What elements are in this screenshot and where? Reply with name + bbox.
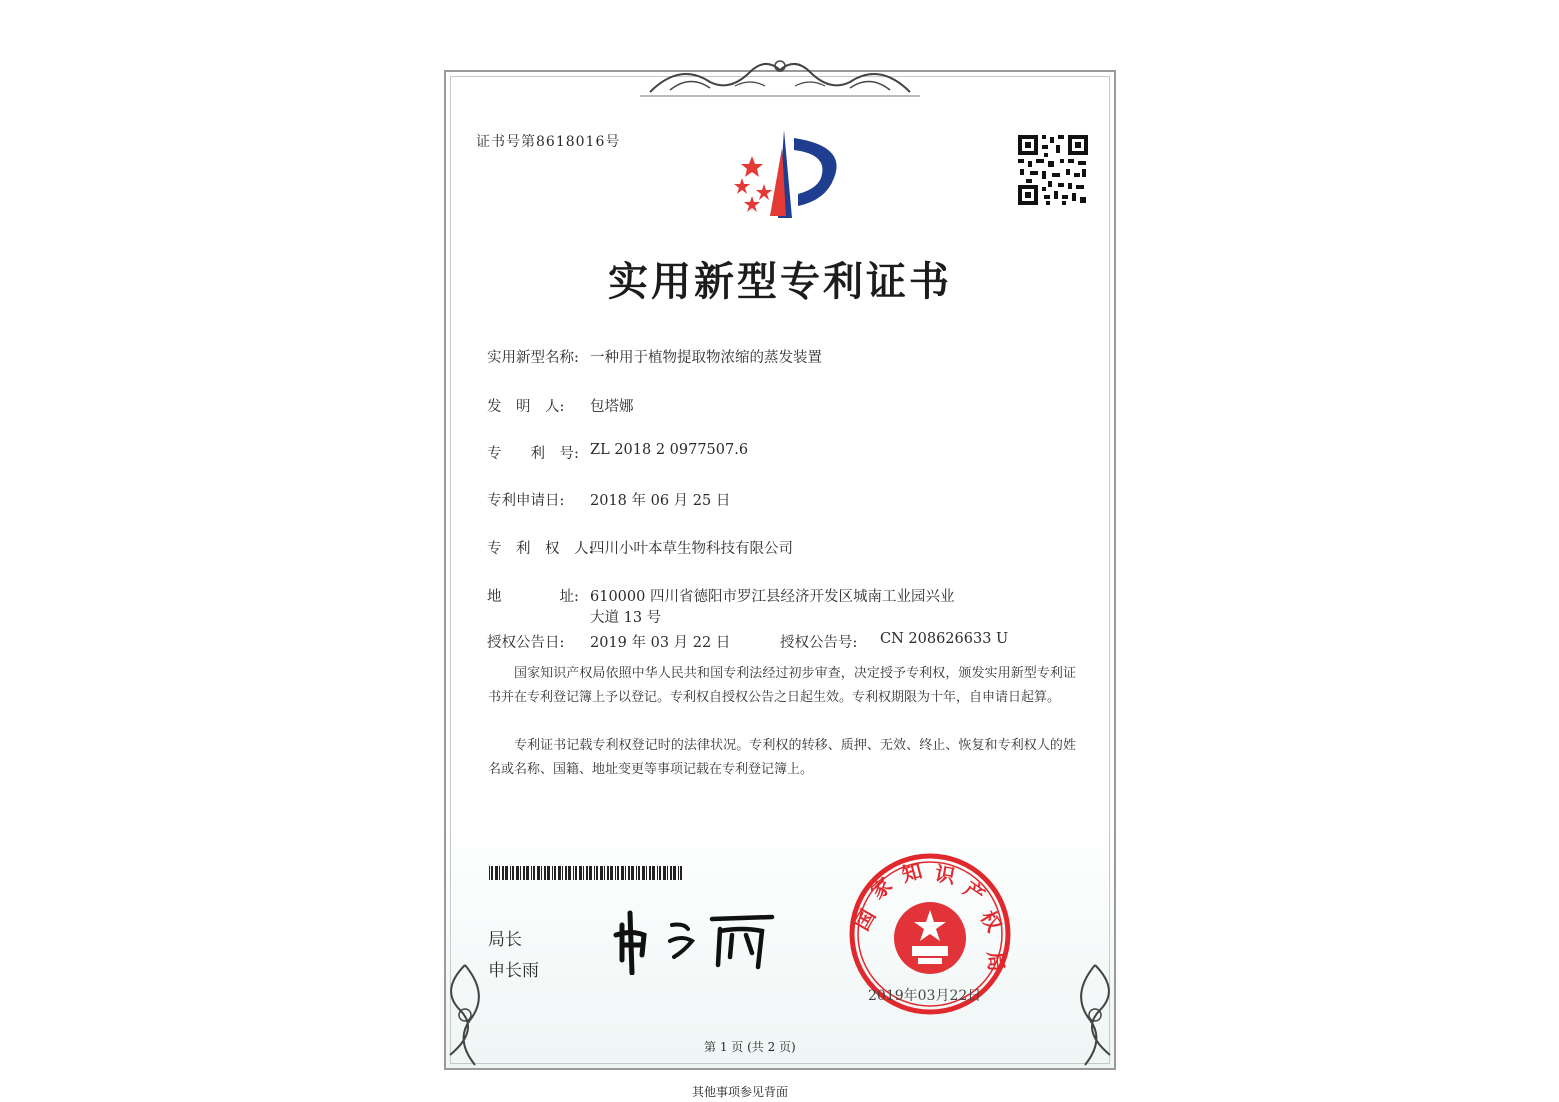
field-label-grant-date: 授权公告日:	[487, 635, 565, 651]
field-value-application-date: 2018 年 06 月 25 日	[590, 493, 731, 509]
patent-office-logo-icon	[722, 128, 852, 223]
top-ornament-icon	[640, 52, 920, 102]
bottom-right-ornament-icon	[1060, 960, 1130, 1070]
svg-text:家: 家	[865, 872, 897, 904]
barcode-bar	[495, 866, 498, 880]
svg-text:局: 局	[983, 950, 1009, 973]
barcode-bar	[652, 866, 655, 880]
barcode-bar	[659, 866, 661, 880]
barcode-bar	[586, 866, 588, 880]
field-label-address: 地 址:	[487, 589, 579, 605]
field-value-grant-number: CN 208626633 U	[880, 631, 1009, 647]
barcode-bar	[673, 866, 676, 880]
qr-code-icon	[1016, 133, 1090, 207]
barcode-bar	[579, 866, 582, 880]
svg-text:国: 国	[849, 905, 881, 935]
barcode-bar	[680, 866, 682, 880]
handwritten-signature-icon	[612, 905, 782, 975]
svg-text:识: 识	[933, 861, 957, 889]
field-label-patentee: 专 利 权 人:	[487, 541, 594, 557]
barcode-bar	[646, 866, 647, 880]
barcode-bar	[568, 866, 571, 880]
signatory-title: 局长	[488, 930, 522, 950]
barcode-bar	[600, 866, 603, 880]
barcode-bar	[678, 866, 679, 880]
svg-text:知: 知	[899, 858, 925, 887]
barcode-bar	[558, 866, 561, 880]
barcode-bar	[526, 866, 529, 880]
certificate-title: 实用新型专利证书	[608, 259, 952, 305]
certificate-number: 证书号第8618016号	[476, 134, 621, 150]
barcode-bar	[523, 866, 525, 880]
barcode-bar	[520, 866, 521, 880]
seal-date: 2019年03月22日	[868, 988, 982, 1004]
barcode-bar	[544, 866, 546, 880]
barcode-bar	[537, 866, 540, 880]
barcode-bar	[670, 866, 672, 880]
barcode-bar	[594, 866, 595, 880]
barcode-bar	[583, 866, 584, 880]
field-label-patent-number: 专 利 号:	[487, 446, 579, 462]
field-value-patent-number: ZL 2018 2 0977507.6	[590, 442, 749, 458]
barcode-bar	[642, 866, 645, 880]
barcode-bar	[631, 866, 634, 880]
footer-note: 其他事项参见背面	[692, 1085, 789, 1099]
barcode-bar	[636, 866, 637, 880]
barcode-bar	[573, 866, 574, 880]
barcode-bar	[615, 866, 616, 880]
barcode-icon	[489, 866, 685, 880]
barcode-bar	[552, 866, 553, 880]
field-value-inventor: 包塔娜	[590, 399, 634, 415]
barcode-bar	[638, 866, 640, 880]
svg-text:权: 权	[975, 906, 1007, 936]
barcode-bar	[499, 866, 500, 880]
barcode-bar	[657, 866, 658, 880]
field-value-grant-date: 2019 年 03 月 22 日	[590, 635, 731, 651]
page-number: 第 1 页 (共 2 页)	[704, 1040, 796, 1054]
barcode-bar	[628, 866, 630, 880]
barcode-bar	[547, 866, 550, 880]
field-label-grant-number: 授权公告号:	[780, 635, 858, 651]
barcode-bar	[604, 866, 605, 880]
field-value-utility-model-name: 一种用于植物提取物浓缩的蒸发装置	[590, 350, 822, 366]
barcode-bar	[649, 866, 651, 880]
barcode-bar	[617, 866, 619, 880]
barcode-bar	[667, 866, 668, 880]
barcode-bar	[541, 866, 542, 880]
svg-text:产: 产	[959, 876, 990, 908]
barcode-bar	[625, 866, 626, 880]
barcode-bar	[516, 866, 519, 880]
barcode-bar	[610, 866, 613, 880]
barcode-bar	[565, 866, 567, 880]
barcode-bar	[491, 866, 493, 880]
signatory-name: 申长雨	[488, 961, 539, 981]
barcode-bar	[562, 866, 563, 880]
legal-status-paragraph: 专利证书记载专利权登记时的法律状况。专利权的转移、质押、无效、终止、恢复和专利权人的姓名或名称、国籍、地址变更等事项记载在专利登记簿上。	[488, 738, 1076, 777]
barcode-bar	[531, 866, 532, 880]
barcode-bar	[489, 866, 490, 880]
field-label-utility-model-name: 实用新型名称:	[487, 350, 579, 366]
field-label-inventor: 发 明 人:	[487, 399, 565, 415]
barcode-bar	[554, 866, 556, 880]
barcode-bar	[663, 866, 666, 880]
field-label-application-date: 专利申请日:	[487, 493, 565, 509]
barcode-bar	[596, 866, 598, 880]
barcode-bar	[502, 866, 504, 880]
barcode-bar	[621, 866, 624, 880]
field-value-patentee: 四川小叶本草生物科技有限公司	[590, 541, 793, 557]
field-value-address: 610000 四川省德阳市罗江县经济开发区城南工业园兴业	[590, 589, 955, 605]
barcode-bar	[512, 866, 514, 880]
barcode-bar	[510, 866, 511, 880]
grant-statement-paragraph: 国家知识产权局依照中华人民共和国专利法经过初步审查，决定授予专利权，颁发实用新型专利证书并在专利登记簿上予以登记。专利权自授权公告之日起生效。专利权期限为十年，自申请日起算。	[488, 666, 1076, 705]
barcode-bar	[575, 866, 577, 880]
field-value-address-line2: 大道 13 号	[590, 610, 662, 626]
barcode-bar	[505, 866, 508, 880]
barcode-bar	[589, 866, 592, 880]
barcode-bar	[533, 866, 535, 880]
barcode-bar	[607, 866, 609, 880]
